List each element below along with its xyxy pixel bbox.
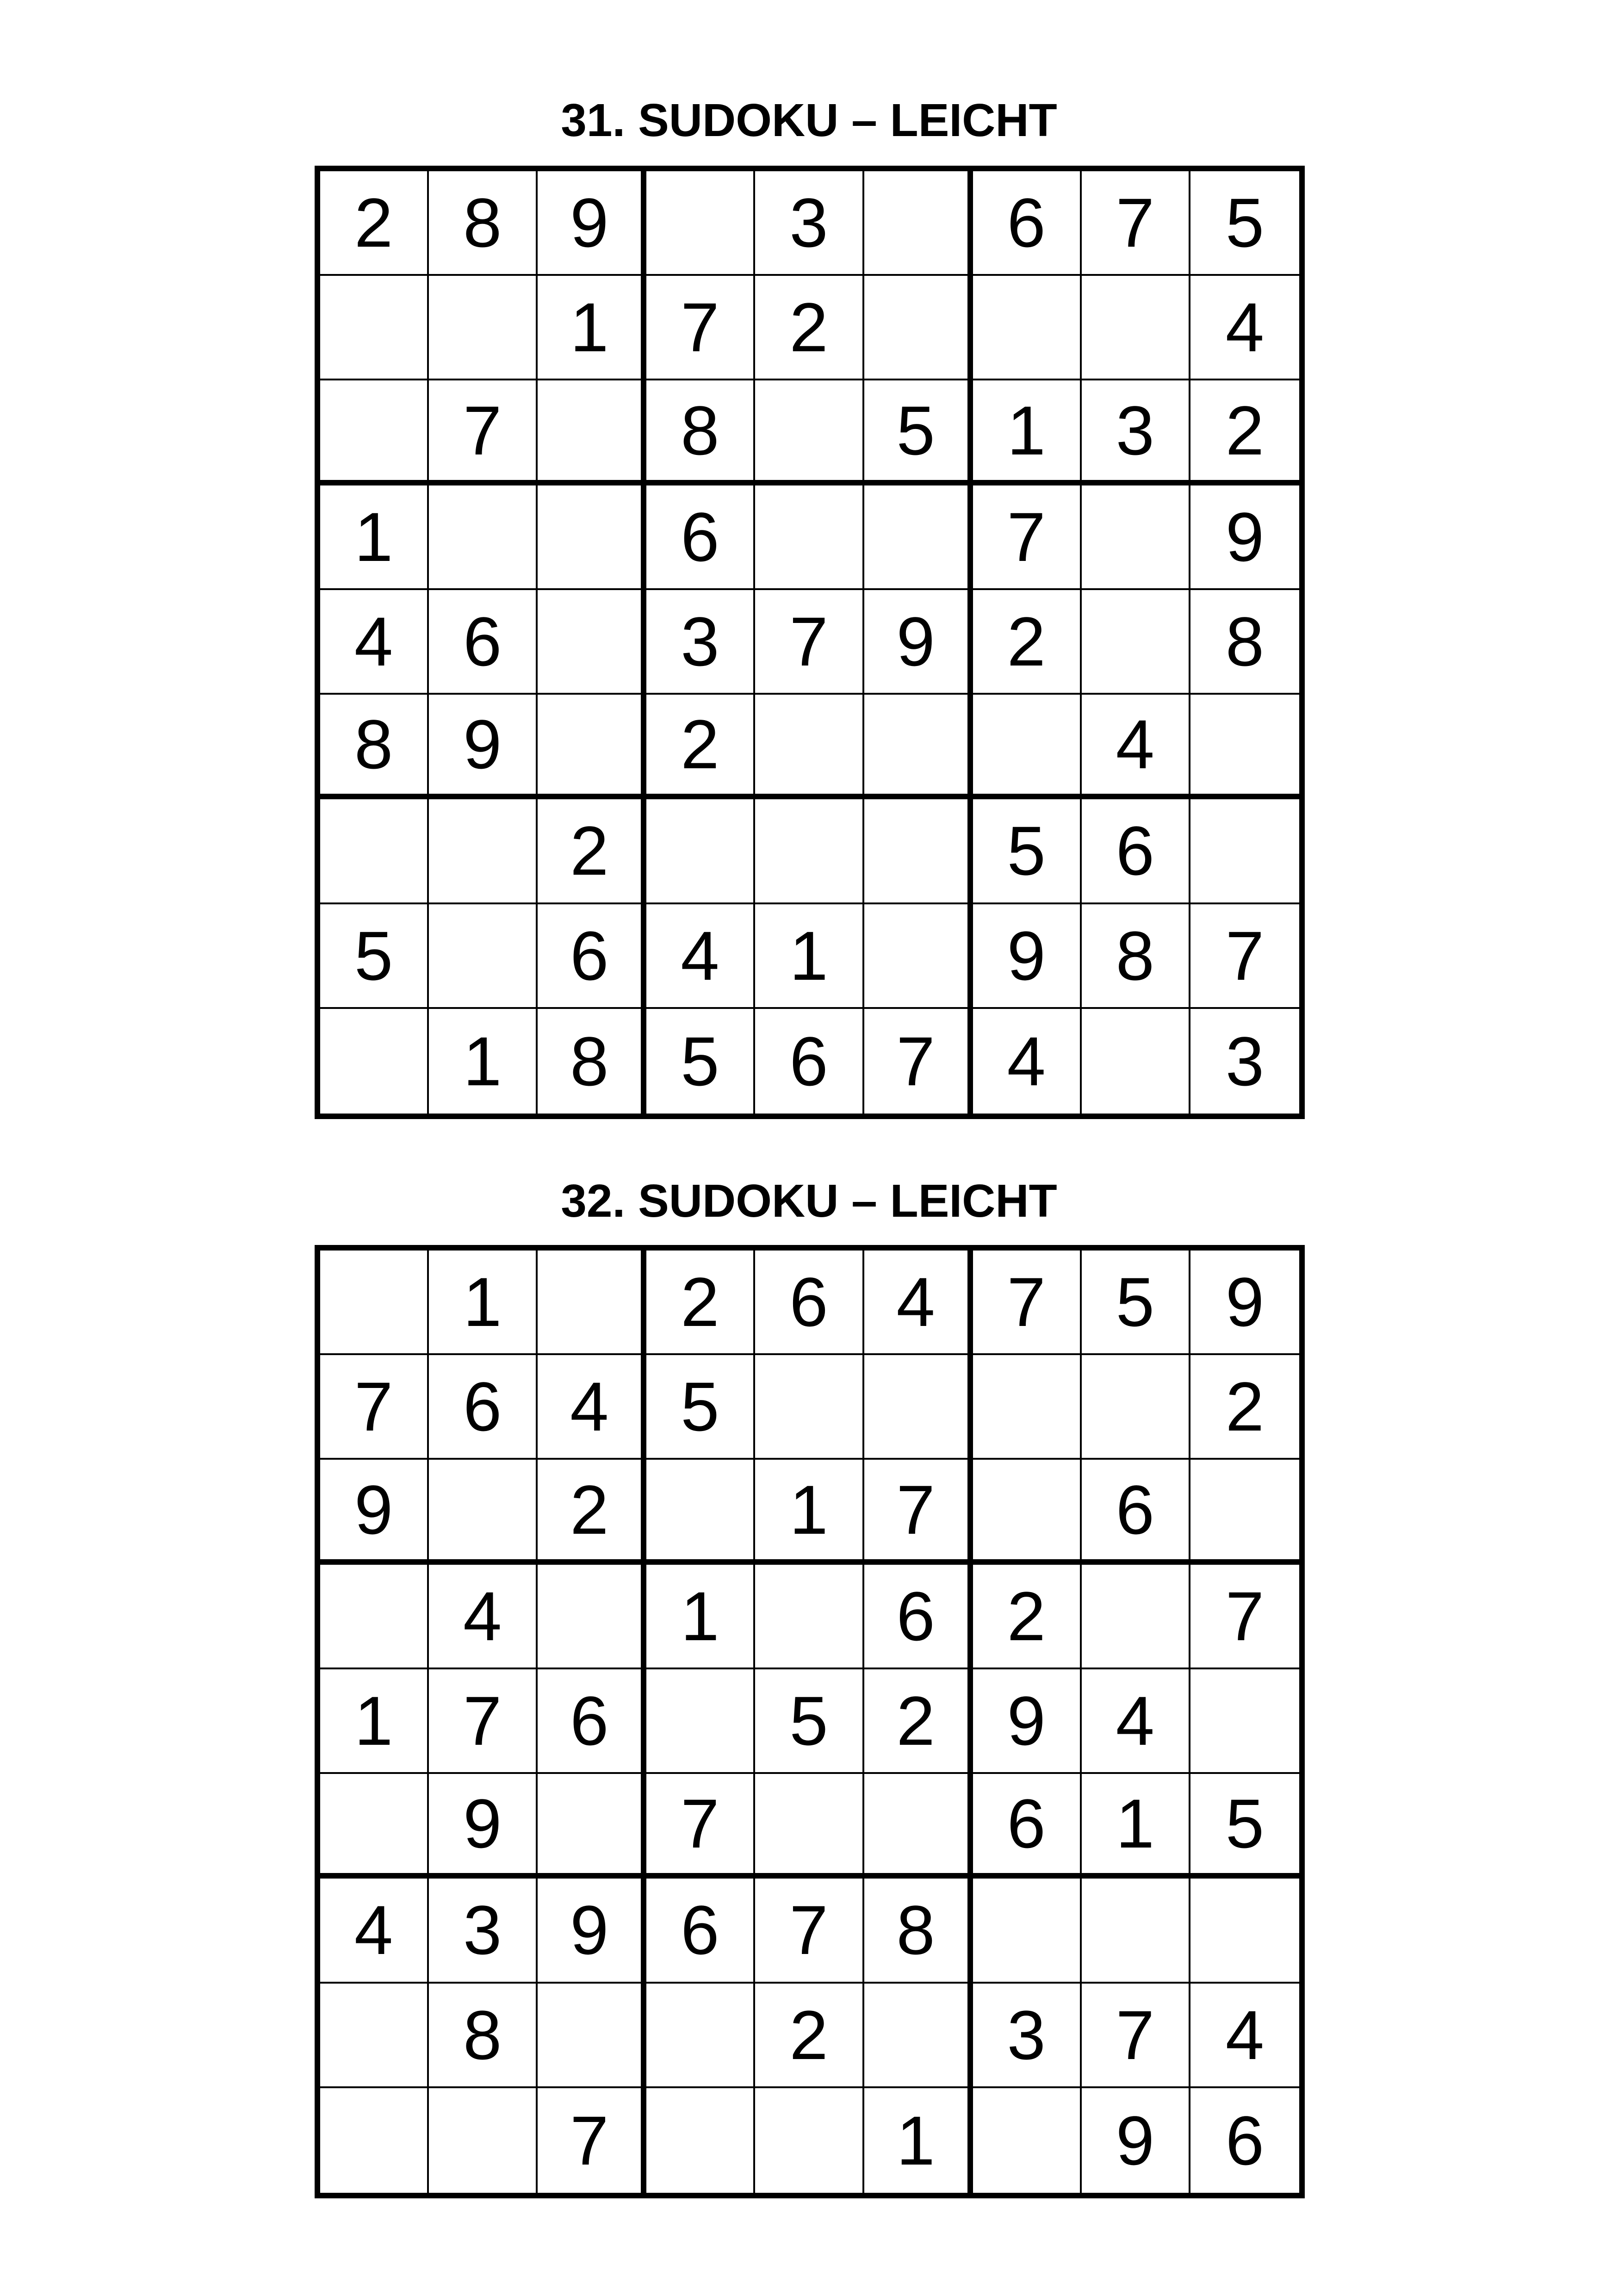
empty-cell[interactable] — [646, 171, 755, 276]
given-cell: 4 — [1082, 1669, 1190, 1774]
empty-cell[interactable] — [1082, 1879, 1190, 1983]
given-cell: 1 — [538, 276, 646, 380]
given-cell: 3 — [646, 590, 755, 695]
given-cell: 7 — [755, 1879, 864, 1983]
empty-cell[interactable] — [429, 1460, 538, 1564]
empty-cell[interactable] — [538, 1984, 646, 2088]
empty-cell[interactable] — [1190, 1669, 1299, 1774]
given-cell: 7 — [646, 1774, 755, 1879]
empty-cell[interactable] — [538, 1565, 646, 1669]
given-cell: 9 — [1082, 2088, 1190, 2193]
given-cell: 9 — [973, 904, 1082, 1009]
given-cell: 3 — [973, 1984, 1082, 2088]
empty-cell[interactable] — [538, 1251, 646, 1355]
puzzle-title: 31. SUDOKU – LEICHT — [561, 94, 1057, 146]
given-cell: 8 — [320, 695, 429, 799]
given-cell: 2 — [646, 695, 755, 799]
empty-cell[interactable] — [1082, 276, 1190, 380]
empty-cell[interactable] — [320, 1251, 429, 1355]
given-cell: 2 — [646, 1251, 755, 1355]
empty-cell[interactable] — [320, 276, 429, 380]
empty-cell[interactable] — [973, 695, 1082, 799]
given-cell: 6 — [429, 590, 538, 695]
empty-cell[interactable] — [320, 1774, 429, 1879]
empty-cell[interactable] — [1082, 590, 1190, 695]
given-cell: 7 — [429, 1669, 538, 1774]
given-cell: 6 — [646, 485, 755, 590]
given-cell: 5 — [1082, 1251, 1190, 1355]
given-cell: 5 — [1190, 1774, 1299, 1879]
given-cell: 2 — [1190, 380, 1299, 485]
given-cell: 7 — [1190, 904, 1299, 1009]
given-cell: 5 — [864, 380, 973, 485]
given-cell: 8 — [429, 171, 538, 276]
given-cell: 6 — [973, 171, 1082, 276]
given-cell: 2 — [973, 590, 1082, 695]
given-cell: 4 — [646, 904, 755, 1009]
given-cell: 6 — [864, 1565, 973, 1669]
given-cell: 2 — [755, 276, 864, 380]
given-cell: 7 — [755, 590, 864, 695]
empty-cell[interactable] — [755, 799, 864, 904]
empty-cell[interactable] — [755, 695, 864, 799]
given-cell: 7 — [973, 485, 1082, 590]
empty-cell[interactable] — [755, 380, 864, 485]
empty-cell[interactable] — [864, 1984, 973, 2088]
given-cell: 1 — [429, 1251, 538, 1355]
empty-cell[interactable] — [320, 1984, 429, 2088]
given-cell: 4 — [864, 1251, 973, 1355]
given-cell: 9 — [973, 1669, 1082, 1774]
given-cell: 3 — [429, 1879, 538, 1983]
given-cell: 1 — [864, 2088, 973, 2193]
given-cell: 5 — [1190, 171, 1299, 276]
given-cell: 5 — [973, 799, 1082, 904]
given-cell: 9 — [538, 1879, 646, 1983]
empty-cell[interactable] — [973, 1460, 1082, 1564]
given-cell: 6 — [1082, 799, 1190, 904]
empty-cell[interactable] — [429, 485, 538, 590]
given-cell: 2 — [1190, 1355, 1299, 1460]
empty-cell[interactable] — [1082, 1565, 1190, 1669]
empty-cell[interactable] — [755, 1565, 864, 1669]
empty-cell[interactable] — [1082, 1355, 1190, 1460]
given-cell: 9 — [1190, 1251, 1299, 1355]
empty-cell[interactable] — [1082, 1009, 1190, 1114]
given-cell: 2 — [538, 799, 646, 904]
given-cell: 2 — [320, 171, 429, 276]
given-cell: 1 — [755, 1460, 864, 1564]
given-cell: 4 — [1190, 1984, 1299, 2088]
empty-cell[interactable] — [320, 799, 429, 904]
empty-cell[interactable] — [864, 695, 973, 799]
empty-cell[interactable] — [1082, 485, 1190, 590]
empty-cell[interactable] — [538, 1774, 646, 1879]
empty-cell[interactable] — [646, 1984, 755, 2088]
given-cell: 6 — [973, 1774, 1082, 1879]
given-cell: 3 — [1225, 1022, 1265, 1100]
empty-cell[interactable] — [646, 1460, 755, 1564]
given-cell: 9 — [429, 1774, 538, 1879]
given-cell: 8 — [864, 1879, 973, 1983]
given-cell: 6 — [1082, 1460, 1190, 1564]
given-cell: 5 — [320, 904, 429, 1009]
given-cell: 1 — [1082, 1774, 1190, 1879]
empty-cell[interactable] — [864, 171, 973, 276]
given-cell: 2 — [755, 1984, 864, 2088]
given-cell: 4 — [1190, 276, 1299, 380]
given-cell: 2 — [973, 1565, 1082, 1669]
given-cell: 8 — [1190, 590, 1299, 695]
empty-cell[interactable] — [755, 1774, 864, 1879]
empty-cell[interactable] — [320, 380, 429, 485]
empty-cell[interactable] — [755, 2088, 864, 2193]
given-cell: 4 — [320, 590, 429, 695]
puzzle-title: 32. SUDOKU – LEICHT — [561, 1175, 1057, 1227]
given-cell: 4 — [538, 1355, 646, 1460]
empty-cell[interactable] — [646, 2088, 755, 2193]
given-cell: 4 — [320, 1879, 429, 1983]
given-cell: 7 — [646, 276, 755, 380]
given-cell: 7 — [538, 2088, 646, 2193]
empty-cell[interactable] — [973, 2088, 1082, 2193]
sudoku-grid — [315, 166, 1305, 1119]
given-cell: 8 — [429, 1984, 538, 2088]
given-cell: 3 — [755, 171, 864, 276]
given-cell: 9 — [320, 1460, 429, 1564]
empty-cell[interactable] — [864, 904, 973, 1009]
empty-cell[interactable] — [538, 590, 646, 695]
given-cell: 6 — [646, 1879, 755, 1983]
given-cell: 9 — [538, 171, 646, 276]
given-cell: 2 — [864, 1669, 973, 1774]
empty-cell[interactable] — [1190, 799, 1299, 904]
given-cell: 5 — [755, 1669, 864, 1774]
given-cell: 7 — [320, 1355, 429, 1460]
given-cell: 6 — [755, 1251, 864, 1355]
empty-cell[interactable] — [1190, 695, 1299, 799]
given-cell: 8 — [538, 1009, 646, 1114]
given-cell: 5 — [646, 1009, 755, 1114]
empty-cell[interactable] — [320, 1009, 429, 1114]
given-cell: 6 — [755, 1009, 864, 1114]
given-cell: 7 — [864, 1009, 973, 1114]
empty-cell[interactable] — [755, 485, 864, 590]
given-cell: 7 — [973, 1251, 1082, 1355]
given-cell: 7 — [1082, 1984, 1190, 2088]
empty-cell[interactable] — [429, 2088, 538, 2193]
given-cell: 7 — [429, 380, 538, 485]
empty-cell[interactable] — [864, 1774, 973, 1879]
empty-cell[interactable] — [429, 799, 538, 904]
given-cell: 1 — [320, 485, 429, 590]
empty-cell[interactable] — [864, 276, 973, 380]
empty-cell[interactable] — [320, 1565, 429, 1669]
given-cell: 4 — [429, 1565, 538, 1669]
given-cell: 9 — [429, 695, 538, 799]
given-cell: 1 — [973, 380, 1082, 485]
given-cell: 9 — [1190, 485, 1299, 590]
given-cell: 6 — [538, 904, 646, 1009]
given-cell: 6 — [538, 1669, 646, 1774]
given-cell: 2 — [538, 1460, 646, 1564]
given-cell: 6 — [429, 1355, 538, 1460]
given-cell: 7 — [864, 1460, 973, 1564]
given-cell: 8 — [646, 380, 755, 485]
empty-cell[interactable] — [429, 904, 538, 1009]
empty-cell[interactable] — [538, 695, 646, 799]
given-cell: 8 — [1082, 904, 1190, 1009]
empty-cell[interactable] — [646, 799, 755, 904]
given-cell: 7 — [1190, 1565, 1299, 1669]
given-cell: 1 — [320, 1669, 429, 1774]
sudoku-grid — [315, 1245, 1305, 2198]
given-cell: 9 — [864, 590, 973, 695]
empty-cell[interactable] — [755, 1355, 864, 1460]
empty-cell[interactable] — [864, 1355, 973, 1460]
empty-cell[interactable] — [538, 380, 646, 485]
given-cell: 3 — [1082, 380, 1190, 485]
empty-cell[interactable] — [864, 799, 973, 904]
empty-cell[interactable] — [973, 1355, 1082, 1460]
empty-cell[interactable] — [973, 276, 1082, 380]
empty-cell[interactable] — [1190, 1879, 1299, 1983]
given-cell: 1 — [755, 904, 864, 1009]
given-cell: 1 — [429, 1009, 538, 1114]
empty-cell[interactable] — [429, 276, 538, 380]
given-cell: 5 — [646, 1355, 755, 1460]
empty-cell[interactable] — [538, 485, 646, 590]
given-cell: 4 — [1082, 695, 1190, 799]
empty-cell[interactable] — [1190, 1460, 1299, 1564]
empty-cell[interactable] — [646, 1669, 755, 1774]
given-cell: 1 — [646, 1565, 755, 1669]
empty-cell[interactable] — [864, 485, 973, 590]
given-cell: 7 — [1082, 171, 1190, 276]
empty-cell[interactable] — [320, 2088, 429, 2193]
given-cell: 6 — [1225, 2101, 1265, 2179]
given-cell: 4 — [973, 1009, 1082, 1114]
empty-cell[interactable] — [973, 1879, 1082, 1983]
